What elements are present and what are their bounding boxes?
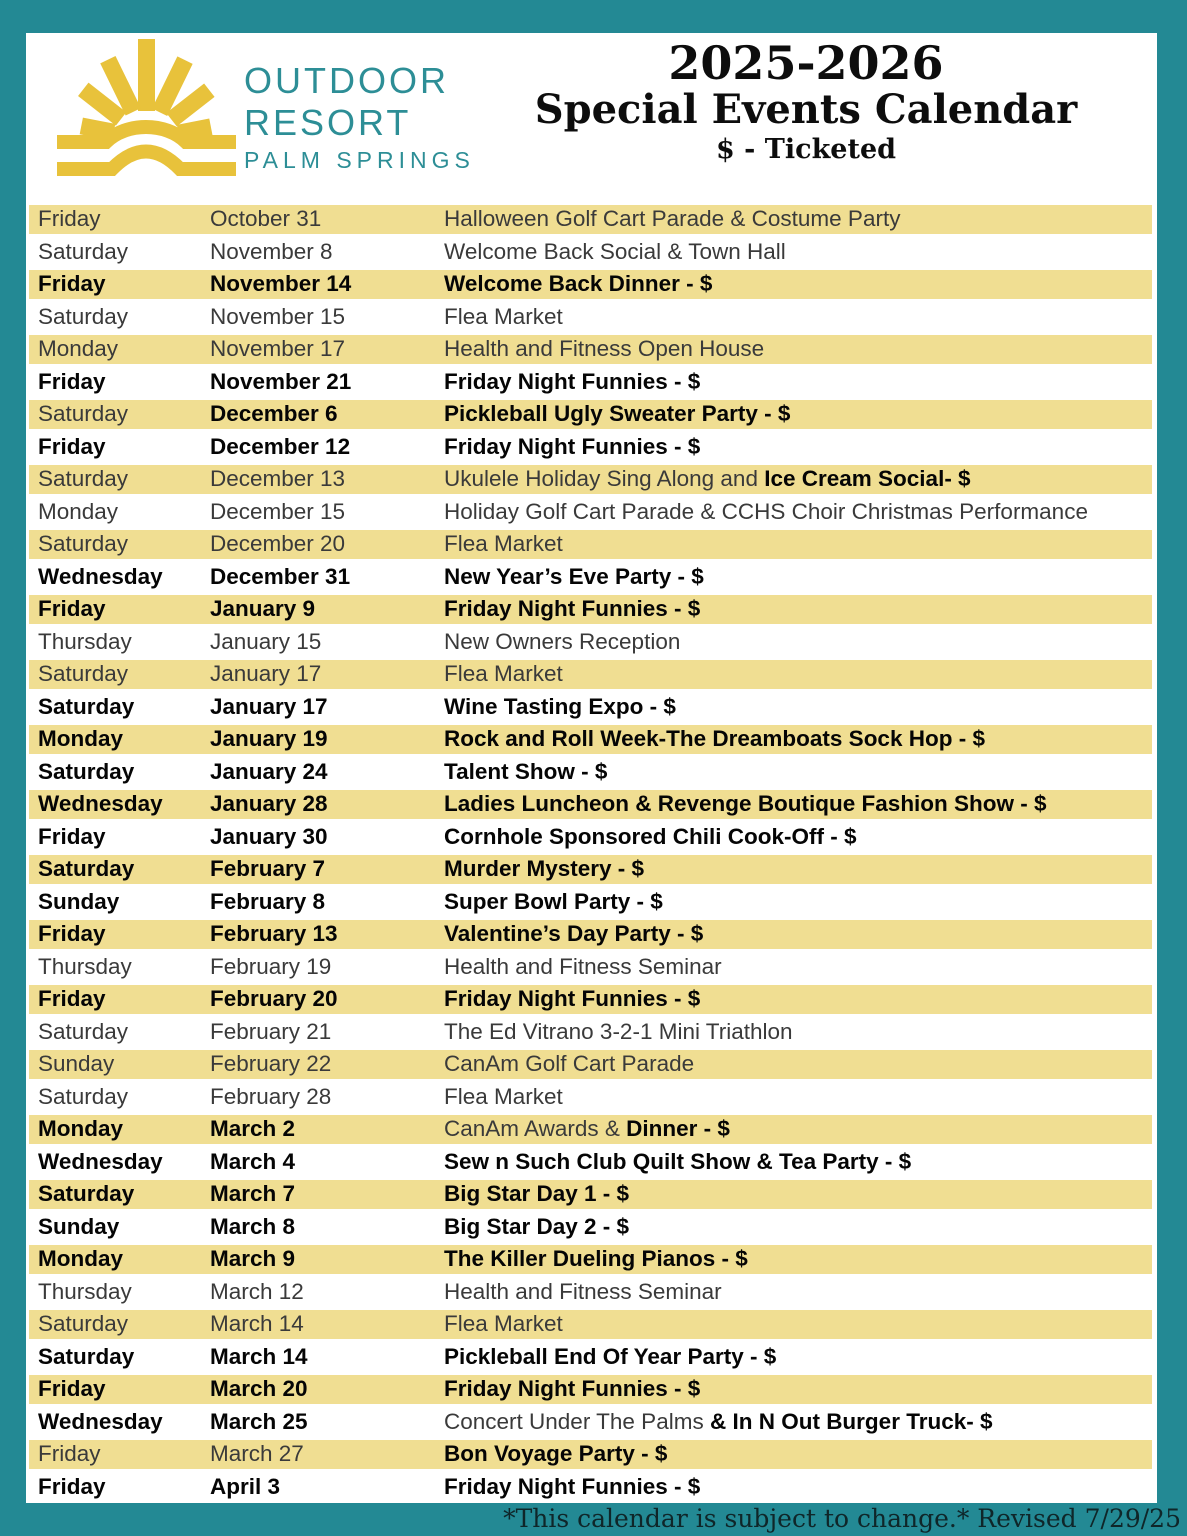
- event-day-cell: Sunday: [38, 1051, 115, 1077]
- event-title-cell: [444, 1311, 1152, 1337]
- event-title-segment: Welcome Back Dinner - $: [444, 271, 713, 297]
- event-title-cell: [444, 1376, 1152, 1402]
- event-title-cell: [444, 271, 1152, 297]
- event-row: [29, 398, 1152, 431]
- event-title-segment: Flea Market: [444, 1083, 563, 1109]
- event-title-segment: Flea Market: [444, 1311, 563, 1337]
- event-day-cell: Saturday: [38, 466, 129, 492]
- event-title-cell: [444, 499, 1152, 525]
- event-date-cell: October 31: [210, 206, 322, 232]
- event-date-cell: March 20: [210, 1376, 308, 1402]
- event-title-segment: Health and Fitness Seminar: [444, 1278, 722, 1304]
- event-row: [29, 1373, 1152, 1406]
- event-row: [29, 236, 1152, 269]
- event-date-cell: February 8: [210, 888, 326, 914]
- event-row: [29, 301, 1152, 334]
- event-row: [29, 951, 1152, 984]
- event-title-cell: [444, 1474, 1152, 1500]
- event-title-segment: New Owners Reception: [444, 628, 681, 654]
- event-day-cell: Friday: [38, 433, 106, 459]
- event-title-cell: [444, 1246, 1152, 1272]
- event-title-segment: Big Star Day 1 - $: [444, 1181, 630, 1207]
- event-title-segment: Friday Night Funnies - $: [444, 596, 701, 622]
- event-row: [29, 1276, 1152, 1309]
- event-row: [29, 561, 1152, 594]
- event-day-cell: Saturday: [38, 693, 135, 719]
- event-date-cell: December 13: [210, 466, 346, 492]
- event-date-cell: November 8: [210, 238, 333, 264]
- event-row: [29, 788, 1152, 821]
- event-title-segment: Flea Market: [444, 661, 563, 687]
- events-table: [26, 203, 1157, 1503]
- event-title-segment: CanAm Awards &: [444, 1116, 627, 1142]
- event-date-cell: January 17: [210, 693, 328, 719]
- event-title-segment: Valentine’s Day Party - $: [444, 921, 704, 947]
- event-day-cell: Monday: [38, 498, 119, 524]
- event-row: [29, 528, 1152, 561]
- event-title-cell: [444, 1116, 1152, 1142]
- event-day-cell: Saturday: [38, 1018, 129, 1044]
- event-title-cell: [444, 369, 1152, 395]
- event-row: [29, 1048, 1152, 1081]
- event-title-segment: Concert Under The Palms: [444, 1408, 710, 1434]
- event-title-segment: CanAm Golf Cart Parade: [444, 1051, 695, 1077]
- event-title-segment: Ice Cream Social- $: [764, 466, 971, 492]
- event-title-cell: [444, 889, 1152, 915]
- event-title-segment: The Killer Dueling Pianos - $: [444, 1246, 748, 1272]
- event-row: [29, 1243, 1152, 1276]
- event-date-cell: March 25: [210, 1408, 308, 1434]
- event-date-cell: December 15: [210, 498, 346, 524]
- event-date-cell: March 9: [210, 1246, 296, 1272]
- event-day-cell: Wednesday: [38, 1408, 163, 1434]
- event-row: [29, 1471, 1152, 1504]
- event-title-segment: The Ed Vitrano 3-2-1 Mini Triathlon: [444, 1018, 793, 1044]
- event-title-segment: New Year’s Eve Party - $: [444, 563, 704, 589]
- event-date-cell: January 15: [210, 628, 322, 654]
- event-row: [29, 626, 1152, 659]
- page-title: Special Events Calendar: [534, 86, 1078, 134]
- event-day-cell: Saturday: [38, 856, 135, 882]
- logo-line-outdoor: OUTDOOR: [244, 60, 449, 101]
- event-day-cell: Thursday: [38, 628, 132, 654]
- event-day-cell: Friday: [38, 271, 106, 297]
- event-title-cell: [444, 564, 1152, 590]
- event-row: [29, 821, 1152, 854]
- event-day-cell: Saturday: [38, 401, 129, 427]
- event-title-cell: [444, 434, 1152, 460]
- event-date-cell: March 27: [210, 1441, 304, 1467]
- event-row: [29, 463, 1152, 496]
- event-day-cell: Saturday: [38, 1083, 129, 1109]
- event-row: [29, 1178, 1152, 1211]
- event-title-cell: [444, 986, 1152, 1012]
- event-row: [29, 366, 1152, 399]
- event-row: [29, 593, 1152, 626]
- event-title-segment: Sew n Such Club Quilt Show & Tea Party - $: [444, 1148, 912, 1174]
- event-title-segment: Friday Night Funnies - $: [444, 986, 701, 1012]
- event-date-cell: November 15: [210, 303, 346, 329]
- event-day-cell: Monday: [38, 1116, 124, 1142]
- event-day-cell: Monday: [38, 726, 124, 752]
- event-day-cell: Friday: [38, 823, 106, 849]
- event-date-cell: February 7: [210, 856, 326, 882]
- event-row: [29, 853, 1152, 886]
- event-title-segment: Friday Night Funnies - $: [444, 1473, 701, 1499]
- event-title-segment: Dinner - $: [626, 1116, 730, 1142]
- event-title-cell: [444, 921, 1152, 947]
- logo-line-resort: RESORT: [244, 102, 412, 143]
- event-title-cell: [444, 791, 1152, 817]
- event-row: [29, 1081, 1152, 1114]
- event-date-cell: January 9: [210, 596, 316, 622]
- event-title-segment: Pickleball Ugly Sweater Party - $: [444, 401, 791, 427]
- event-title-cell: [444, 1149, 1152, 1175]
- event-title-cell: [444, 1181, 1152, 1207]
- event-date-cell: February 21: [210, 1018, 332, 1044]
- header: [26, 33, 1157, 203]
- event-day-cell: Wednesday: [38, 563, 163, 589]
- event-date-cell: March 2: [210, 1116, 296, 1142]
- event-row: [29, 333, 1152, 366]
- event-title-segment: Wine Tasting Expo - $: [444, 693, 676, 719]
- event-day-cell: Wednesday: [38, 791, 163, 817]
- event-row: [29, 886, 1152, 919]
- event-row: [29, 1113, 1152, 1146]
- event-date-cell: January 24: [210, 758, 328, 784]
- event-date-cell: February 20: [210, 986, 338, 1012]
- event-title-cell: [444, 1019, 1152, 1045]
- event-title-cell: [444, 206, 1152, 232]
- event-title-cell: [444, 1344, 1152, 1370]
- event-title-segment: Murder Mystery - $: [444, 856, 645, 882]
- event-day-cell: Saturday: [38, 661, 129, 687]
- event-date-cell: February 19: [210, 953, 332, 979]
- event-title-segment: Health and Fitness Seminar: [444, 953, 722, 979]
- event-date-cell: February 13: [210, 921, 338, 947]
- event-title-cell: [444, 1051, 1152, 1077]
- event-row: [29, 1211, 1152, 1244]
- event-title-segment: Flea Market: [444, 531, 563, 557]
- event-date-cell: March 14: [210, 1311, 304, 1337]
- event-row: [29, 431, 1152, 464]
- event-title-segment: Halloween Golf Cart Parade & Costume Party: [444, 206, 901, 232]
- calendar-page: [26, 33, 1157, 1503]
- event-title-cell: [444, 661, 1152, 687]
- event-title-segment: Holiday Golf Cart Parade & CCHS Choir Christmas Performance: [444, 498, 1088, 524]
- event-row: [29, 1406, 1152, 1439]
- event-row: [29, 983, 1152, 1016]
- event-row: [29, 1016, 1152, 1049]
- event-date-cell: November 21: [210, 368, 352, 394]
- event-row: [29, 691, 1152, 724]
- event-day-cell: Saturday: [38, 1343, 135, 1369]
- sunrise-icon: [54, 39, 239, 191]
- event-day-cell: Thursday: [38, 953, 132, 979]
- event-title-cell: [444, 1214, 1152, 1240]
- event-row: [29, 1308, 1152, 1341]
- event-title-cell: [444, 401, 1152, 427]
- event-day-cell: Thursday: [38, 1278, 132, 1304]
- title-year: 2025-2026: [668, 36, 944, 90]
- event-row: [29, 1438, 1152, 1471]
- event-date-cell: November 14: [210, 271, 352, 297]
- event-day-cell: Friday: [38, 368, 106, 394]
- event-row: [29, 268, 1152, 301]
- event-day-cell: Friday: [38, 206, 101, 232]
- event-day-cell: Monday: [38, 336, 119, 362]
- event-row: [29, 658, 1152, 691]
- event-title-cell: [444, 759, 1152, 785]
- event-date-cell: March 7: [210, 1181, 296, 1207]
- event-title-cell: [444, 596, 1152, 622]
- event-date-cell: November 17: [210, 336, 346, 362]
- event-date-cell: March 8: [210, 1213, 296, 1239]
- event-title-cell: [444, 1084, 1152, 1110]
- event-date-cell: January 17: [210, 661, 322, 687]
- event-date-cell: February 28: [210, 1083, 332, 1109]
- event-row: [29, 496, 1152, 529]
- event-date-cell: April 3: [210, 1473, 281, 1499]
- event-date-cell: December 6: [210, 401, 338, 427]
- event-day-cell: Saturday: [38, 1311, 129, 1337]
- event-title-cell: [444, 336, 1152, 362]
- ticketed-legend: $ - Ticketed: [716, 134, 896, 166]
- event-title-segment: Ukulele Holiday Sing Along and: [444, 466, 765, 492]
- event-day-cell: Saturday: [38, 238, 129, 264]
- event-title-cell: [444, 239, 1152, 265]
- event-date-cell: December 12: [210, 433, 351, 459]
- event-day-cell: Friday: [38, 921, 106, 947]
- event-title-segment: Cornhole Sponsored Chili Cook-Off - $: [444, 823, 857, 849]
- event-row: [29, 756, 1152, 789]
- event-day-cell: Friday: [38, 596, 106, 622]
- event-day-cell: Saturday: [38, 1181, 135, 1207]
- event-title-cell: [444, 856, 1152, 882]
- event-title-segment: Friday Night Funnies - $: [444, 368, 701, 394]
- event-title-segment: Friday Night Funnies - $: [444, 433, 701, 459]
- event-date-cell: March 12: [210, 1278, 304, 1304]
- event-title-cell: [444, 694, 1152, 720]
- event-row: [29, 203, 1152, 236]
- event-day-cell: Friday: [38, 1473, 106, 1499]
- event-day-cell: Friday: [38, 986, 106, 1012]
- event-title-segment: Pickleball End Of Year Party - $: [444, 1343, 777, 1369]
- event-title-segment: Ladies Luncheon & Revenge Boutique Fashion Show - $: [444, 791, 1047, 817]
- footer-note: *This calendar is subject to change.* Revised 7/29/25: [503, 1504, 1181, 1533]
- event-title-segment: & In N Out Burger Truck- $: [709, 1408, 993, 1434]
- event-title-cell: [444, 824, 1152, 850]
- event-title-cell: [444, 531, 1152, 557]
- resort-logo: [244, 60, 475, 173]
- event-row: [29, 723, 1152, 756]
- event-date-cell: March 4: [210, 1148, 296, 1174]
- event-title-segment: Talent Show - $: [444, 758, 608, 784]
- event-day-cell: Saturday: [38, 531, 129, 557]
- event-date-cell: December 31: [210, 563, 351, 589]
- event-day-cell: Saturday: [38, 303, 129, 329]
- event-day-cell: Monday: [38, 1246, 124, 1272]
- event-day-cell: Sunday: [38, 888, 120, 914]
- event-title-cell: [444, 726, 1152, 752]
- event-title-segment: Rock and Roll Week-The Dreamboats Sock Hop - $: [444, 726, 985, 752]
- event-title-cell: [444, 304, 1152, 330]
- event-date-cell: January 19: [210, 726, 328, 752]
- event-day-cell: Friday: [38, 1376, 106, 1402]
- event-title-segment: Welcome Back Social & Town Hall: [444, 238, 786, 264]
- event-day-cell: Saturday: [38, 758, 135, 784]
- event-title-cell: [444, 466, 1152, 492]
- event-date-cell: February 22: [210, 1051, 332, 1077]
- event-title-cell: [444, 954, 1152, 980]
- event-title-segment: Super Bowl Party - $: [444, 888, 663, 914]
- event-day-cell: Wednesday: [38, 1148, 163, 1174]
- event-title-segment: Health and Fitness Open House: [444, 336, 765, 362]
- event-date-cell: January 28: [210, 791, 328, 817]
- event-title-segment: Big Star Day 2 - $: [444, 1213, 630, 1239]
- event-day-cell: Sunday: [38, 1213, 120, 1239]
- event-date-cell: March 14: [210, 1343, 308, 1369]
- event-date-cell: January 30: [210, 823, 328, 849]
- event-title-cell: [444, 1279, 1152, 1305]
- event-title-cell: [444, 1409, 1152, 1435]
- title-block: [446, 36, 1166, 167]
- event-row: [29, 1146, 1152, 1179]
- event-day-cell: Friday: [38, 1441, 101, 1467]
- event-row: [29, 918, 1152, 951]
- event-title-cell: [444, 1441, 1152, 1467]
- event-date-cell: December 20: [210, 531, 346, 557]
- event-row: [29, 1341, 1152, 1374]
- event-title-segment: Bon Voyage Party - $: [444, 1441, 668, 1467]
- event-title-segment: Friday Night Funnies - $: [444, 1376, 701, 1402]
- event-title-cell: [444, 629, 1152, 655]
- logo-line-palm-springs: PALM SPRINGS: [244, 147, 475, 173]
- event-title-segment: Flea Market: [444, 303, 563, 329]
